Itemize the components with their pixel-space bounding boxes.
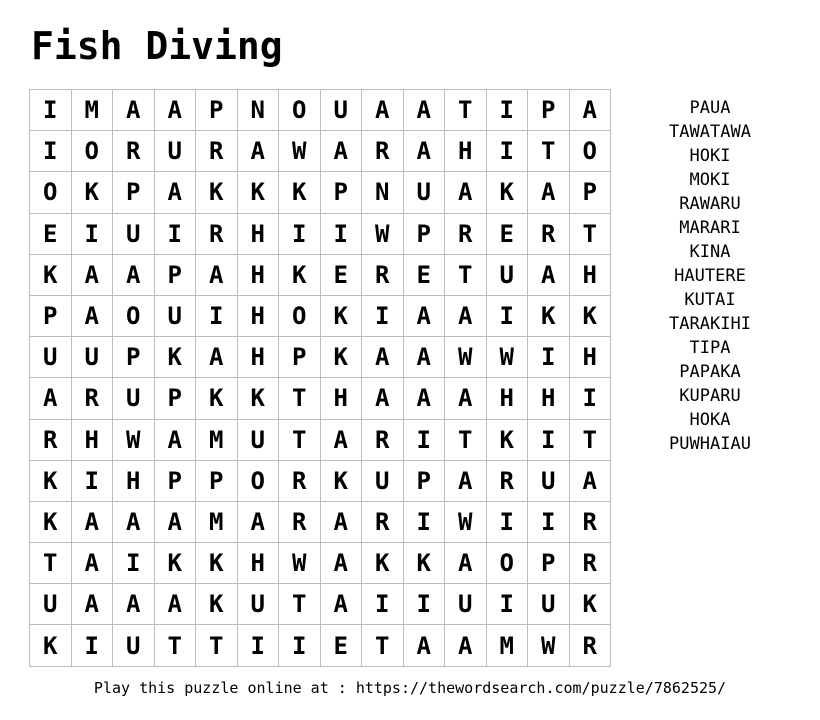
grid-cell: K <box>362 543 404 584</box>
grid-cell: A <box>362 337 404 378</box>
grid-cell: N <box>238 90 280 131</box>
grid-cell: P <box>155 255 197 296</box>
grid-cell: P <box>279 337 321 378</box>
word-list-item: TAWATAWA <box>669 122 751 142</box>
grid-cell: A <box>113 584 155 625</box>
grid-cell: K <box>238 378 280 419</box>
word-list-item: TARAKIHI <box>669 314 751 334</box>
grid-cell: A <box>404 337 446 378</box>
grid-cell: U <box>30 337 72 378</box>
grid-cell: I <box>487 584 529 625</box>
grid-cell: T <box>570 214 612 255</box>
grid-cell: N <box>362 172 404 213</box>
grid-cell: R <box>196 214 238 255</box>
grid-cell: A <box>72 296 114 337</box>
grid-cell: I <box>30 131 72 172</box>
word-list-item: RAWARU <box>679 194 741 214</box>
grid-cell: H <box>113 461 155 502</box>
grid-cell: U <box>113 625 155 666</box>
grid-cell: I <box>362 584 404 625</box>
grid-cell: W <box>113 420 155 461</box>
grid-cell: M <box>196 502 238 543</box>
grid-cell: K <box>30 625 72 666</box>
grid-cell: E <box>321 255 363 296</box>
grid-cell: A <box>321 131 363 172</box>
grid-cell: P <box>404 461 446 502</box>
grid-cell: A <box>570 90 612 131</box>
grid-cell: T <box>445 420 487 461</box>
grid-cell: K <box>487 420 529 461</box>
grid-cell: P <box>570 172 612 213</box>
grid-cell: P <box>155 461 197 502</box>
grid-cell: E <box>487 214 529 255</box>
grid-cell: H <box>72 420 114 461</box>
grid-cell: H <box>570 255 612 296</box>
grid-cell: H <box>238 337 280 378</box>
grid-cell: A <box>404 296 446 337</box>
grid-cell: H <box>238 543 280 584</box>
grid-cell: K <box>570 584 612 625</box>
grid-cell: M <box>487 625 529 666</box>
word-list-item: KUTAI <box>684 290 736 310</box>
grid-cell: A <box>155 172 197 213</box>
grid-cell: A <box>321 543 363 584</box>
grid-cell: T <box>30 543 72 584</box>
grid-cell: W <box>279 543 321 584</box>
grid-cell: U <box>528 461 570 502</box>
grid-cell: A <box>238 131 280 172</box>
grid-cell: U <box>528 584 570 625</box>
grid-cell: O <box>72 131 114 172</box>
grid-cell: A <box>404 90 446 131</box>
puzzle-title: Fish Diving <box>31 24 283 68</box>
grid-cell: U <box>72 337 114 378</box>
grid-cell: I <box>404 584 446 625</box>
grid-cell: O <box>570 131 612 172</box>
grid-cell: I <box>30 90 72 131</box>
grid-cell: A <box>113 255 155 296</box>
grid-cell: A <box>321 502 363 543</box>
grid-cell: A <box>321 584 363 625</box>
grid-cell: P <box>113 172 155 213</box>
grid-cell: U <box>113 214 155 255</box>
grid-cell: A <box>404 378 446 419</box>
grid-cell: H <box>570 337 612 378</box>
grid-cell: R <box>528 214 570 255</box>
grid-cell: I <box>72 461 114 502</box>
grid-cell: I <box>196 296 238 337</box>
grid-cell: U <box>321 90 363 131</box>
grid-cell: K <box>196 543 238 584</box>
grid-cell: E <box>30 214 72 255</box>
grid-cell: R <box>113 131 155 172</box>
grid-cell: T <box>445 255 487 296</box>
grid-cell: I <box>321 214 363 255</box>
grid-cell: I <box>487 296 529 337</box>
grid-cell: K <box>196 584 238 625</box>
grid-cell: H <box>238 255 280 296</box>
grid-cell: P <box>196 461 238 502</box>
word-list-item: KUPARU <box>679 386 741 406</box>
grid-cell: P <box>528 543 570 584</box>
grid-cell: A <box>72 543 114 584</box>
grid-cell: R <box>279 461 321 502</box>
grid-cell: I <box>113 543 155 584</box>
grid-cell: O <box>279 296 321 337</box>
grid-cell: T <box>279 584 321 625</box>
grid-cell: W <box>445 337 487 378</box>
grid-cell: I <box>570 378 612 419</box>
grid-cell: R <box>30 420 72 461</box>
grid-cell: A <box>113 90 155 131</box>
grid-cell: A <box>362 378 404 419</box>
grid-cell: P <box>113 337 155 378</box>
grid-cell: R <box>362 131 404 172</box>
word-list-item: MARARI <box>679 218 741 238</box>
grid-cell: A <box>321 420 363 461</box>
grid-cell: R <box>570 625 612 666</box>
grid-cell: W <box>487 337 529 378</box>
grid-cell: U <box>30 584 72 625</box>
grid-cell: O <box>113 296 155 337</box>
grid-cell: K <box>570 296 612 337</box>
word-list-item: TIPA <box>689 338 731 358</box>
grid-cell: O <box>30 172 72 213</box>
grid-cell: H <box>238 214 280 255</box>
grid-cell: K <box>238 172 280 213</box>
grid-cell: K <box>30 255 72 296</box>
grid-cell: K <box>196 378 238 419</box>
grid-cell: U <box>238 420 280 461</box>
grid-cell: A <box>528 255 570 296</box>
grid-cell: M <box>196 420 238 461</box>
grid-cell: I <box>362 296 404 337</box>
word-list-item: PUWHAIAU <box>669 434 751 454</box>
grid-cell: I <box>404 502 446 543</box>
grid-cell: U <box>445 584 487 625</box>
grid-cell: T <box>528 131 570 172</box>
grid-cell: R <box>279 502 321 543</box>
word-list-item: HOKA <box>689 410 731 430</box>
grid-cell: I <box>72 625 114 666</box>
grid-cell: A <box>113 502 155 543</box>
grid-cell: A <box>30 378 72 419</box>
grid-cell: K <box>155 337 197 378</box>
grid-cell: A <box>445 625 487 666</box>
grid-cell: R <box>487 461 529 502</box>
grid-cell: K <box>155 543 197 584</box>
grid-cell: R <box>445 214 487 255</box>
footer-link-text: Play this puzzle online at : https://thewordsearch.com/puzzle/7862525/ <box>93 679 727 697</box>
grid-cell: I <box>238 625 280 666</box>
grid-cell: K <box>321 337 363 378</box>
grid-cell: I <box>528 337 570 378</box>
grid-cell: T <box>570 420 612 461</box>
grid-cell: A <box>404 625 446 666</box>
grid-cell: R <box>72 378 114 419</box>
grid-cell: R <box>196 131 238 172</box>
grid-cell: K <box>30 461 72 502</box>
grid-cell: A <box>528 172 570 213</box>
word-list-item: KINA <box>689 242 731 262</box>
grid-cell: H <box>528 378 570 419</box>
grid-cell: O <box>279 90 321 131</box>
grid-cell: A <box>72 255 114 296</box>
grid-cell: E <box>404 255 446 296</box>
grid-cell: U <box>155 131 197 172</box>
word-list-item: PAPAKA <box>679 362 741 382</box>
grid-cell: I <box>487 131 529 172</box>
grid-cell: A <box>155 584 197 625</box>
grid-cell: I <box>404 420 446 461</box>
grid-cell: I <box>528 502 570 543</box>
grid-cell: T <box>279 378 321 419</box>
grid-cell: U <box>113 378 155 419</box>
grid-cell: P <box>321 172 363 213</box>
grid-cell: A <box>445 461 487 502</box>
grid-cell: K <box>528 296 570 337</box>
grid-cell: W <box>279 131 321 172</box>
grid-cell: P <box>30 296 72 337</box>
grid-cell: A <box>404 131 446 172</box>
grid-cell: M <box>72 90 114 131</box>
grid-cell: K <box>72 172 114 213</box>
letter-grid <box>29 89 611 667</box>
grid-cell: T <box>279 420 321 461</box>
grid-cell: A <box>72 502 114 543</box>
word-list-item: MOKI <box>689 170 731 190</box>
grid-cell: K <box>487 172 529 213</box>
grid-cell: A <box>445 172 487 213</box>
grid-cell: K <box>321 461 363 502</box>
grid-cell: T <box>155 625 197 666</box>
grid-cell: W <box>528 625 570 666</box>
word-list-item: HOKI <box>689 146 731 166</box>
grid-cell: H <box>445 131 487 172</box>
grid-cell: T <box>445 90 487 131</box>
grid-cell: A <box>155 420 197 461</box>
grid-cell: P <box>528 90 570 131</box>
grid-cell: I <box>487 90 529 131</box>
grid-cell: H <box>487 378 529 419</box>
grid-cell: R <box>362 420 404 461</box>
grid-cell: K <box>279 255 321 296</box>
grid-cell: R <box>362 502 404 543</box>
grid-cell: U <box>362 461 404 502</box>
grid-cell: A <box>196 337 238 378</box>
grid-cell: A <box>445 296 487 337</box>
grid-cell: U <box>155 296 197 337</box>
grid-cell: A <box>155 502 197 543</box>
grid-cell: I <box>487 502 529 543</box>
grid-cell: T <box>362 625 404 666</box>
grid-cell: T <box>196 625 238 666</box>
grid-cell: O <box>238 461 280 502</box>
grid-cell: I <box>279 214 321 255</box>
grid-cell: A <box>445 543 487 584</box>
grid-cell: A <box>238 502 280 543</box>
grid-cell: I <box>528 420 570 461</box>
grid-cell: K <box>30 502 72 543</box>
grid-cell: W <box>445 502 487 543</box>
grid-cell: E <box>321 625 363 666</box>
word-list-item: PAUA <box>689 98 731 118</box>
grid-cell: W <box>362 214 404 255</box>
word-list-item: HAUTERE <box>674 266 746 286</box>
grid-cell: K <box>321 296 363 337</box>
word-list <box>650 96 770 456</box>
grid-cell: R <box>362 255 404 296</box>
grid-cell: P <box>155 378 197 419</box>
grid-cell: A <box>155 90 197 131</box>
grid-cell: R <box>570 502 612 543</box>
grid-cell: K <box>279 172 321 213</box>
grid-cell: U <box>404 172 446 213</box>
grid-cell: I <box>279 625 321 666</box>
grid-cell: A <box>72 584 114 625</box>
grid-cell: K <box>404 543 446 584</box>
grid-cell: A <box>362 90 404 131</box>
grid-cell: H <box>238 296 280 337</box>
grid-cell: A <box>196 255 238 296</box>
grid-cell: U <box>487 255 529 296</box>
grid-cell: I <box>155 214 197 255</box>
grid-cell: O <box>487 543 529 584</box>
grid-cell: A <box>570 461 612 502</box>
grid-cell: H <box>321 378 363 419</box>
grid-cell: A <box>445 378 487 419</box>
grid-cell: P <box>404 214 446 255</box>
grid-cell: I <box>72 214 114 255</box>
grid-cell: R <box>570 543 612 584</box>
grid-cell: K <box>196 172 238 213</box>
grid-cell: U <box>238 584 280 625</box>
grid-cell: P <box>196 90 238 131</box>
